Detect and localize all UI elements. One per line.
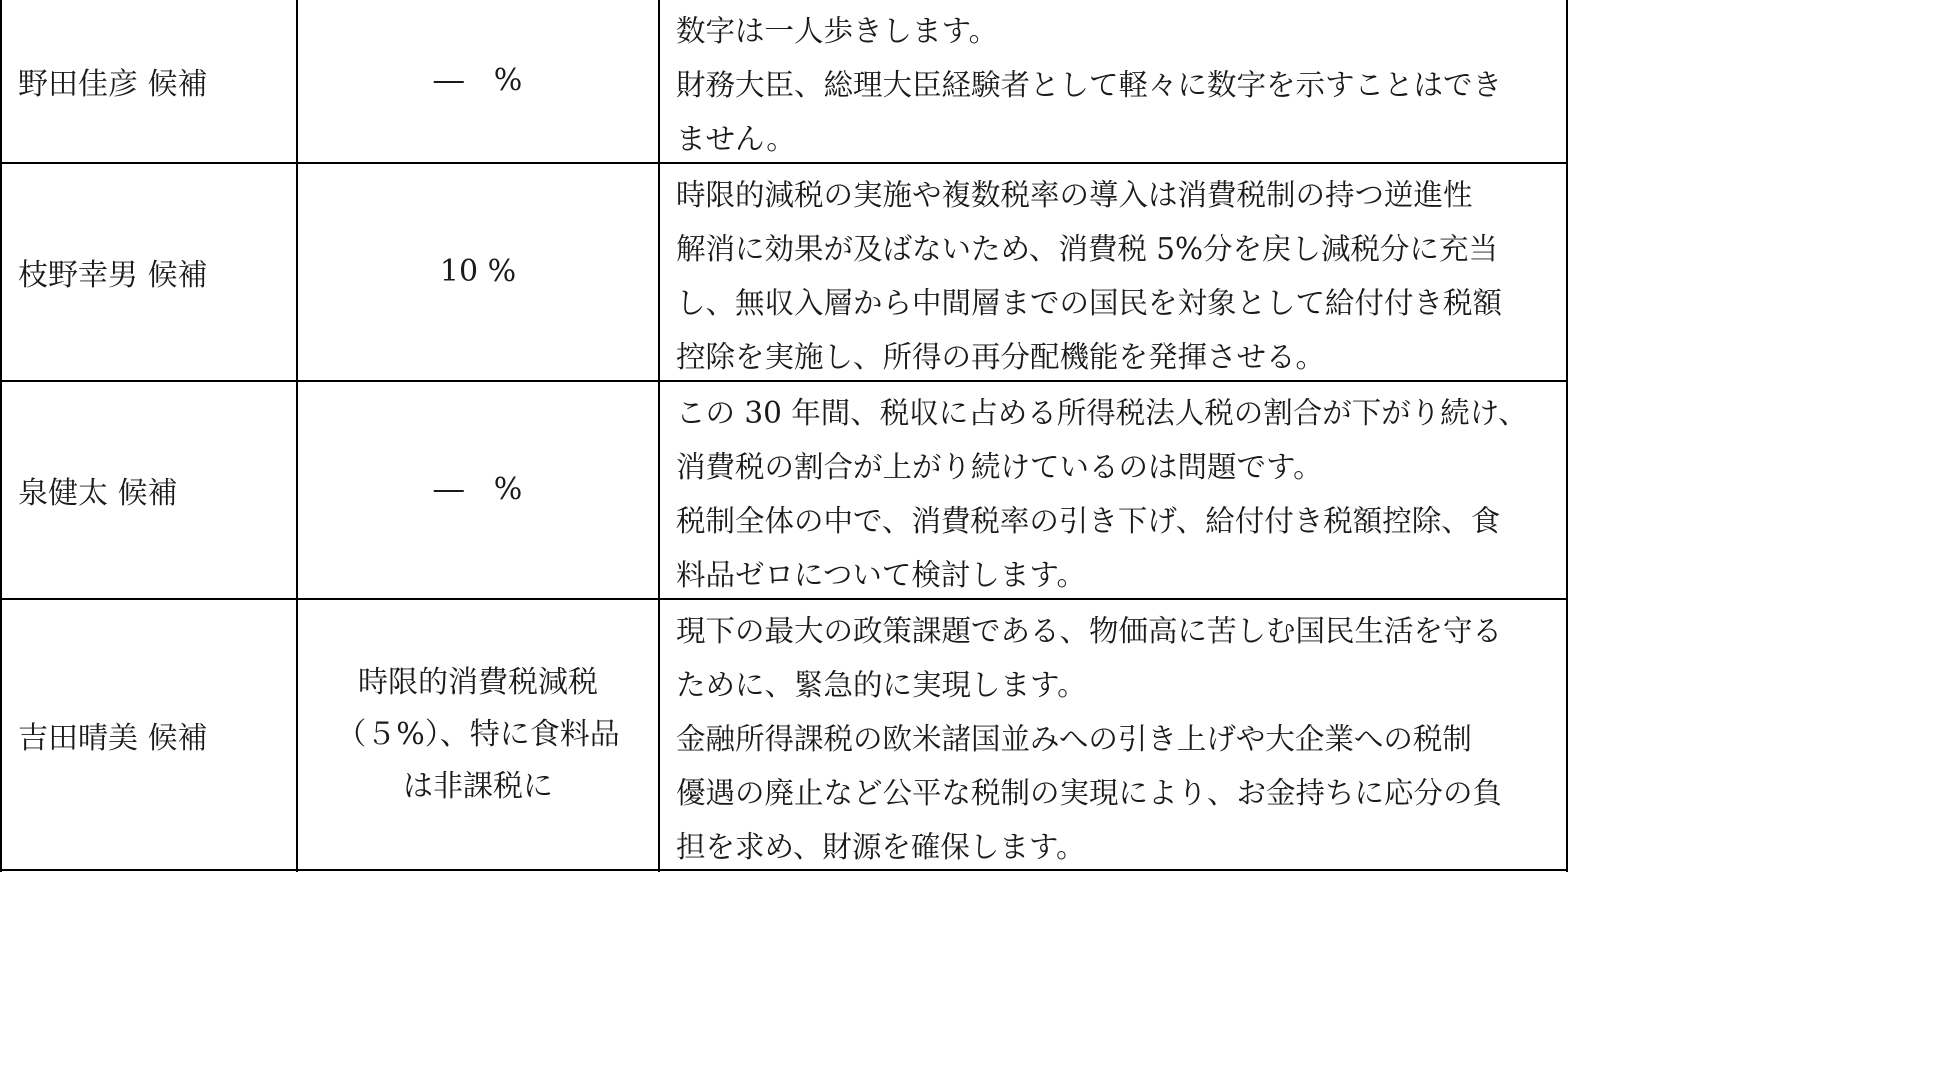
tax-rate-line: ― % xyxy=(433,63,523,98)
comment-line: 現下の最大の政策課題である、物価高に苦しむ国民生活を守る xyxy=(676,614,1503,648)
tax-rate xyxy=(298,0,658,162)
column-divider-2 xyxy=(658,0,660,872)
candidate-comment xyxy=(676,382,1556,602)
comment-line: ません。 xyxy=(676,122,796,156)
tax-rate xyxy=(298,600,658,869)
tax-rate-line: 10 % xyxy=(439,254,517,289)
comment-line: 財務大臣、総理大臣経験者として軽々に数字を示すことはでき xyxy=(676,68,1503,102)
comment-line: 消費税の割合が上がり続けているのは問題です。 xyxy=(676,450,1323,484)
comment-line: 解消に効果が及ばないため、消費税 5%分を戻し減税分に充当 xyxy=(676,232,1498,266)
table-border-left xyxy=(0,0,2,872)
tax-rate-line: 時限的消費税減税 xyxy=(357,664,598,700)
comment-line: し、無収入層から中間層までの国民を対象として給付付き税額 xyxy=(676,286,1503,320)
tax-rate-line: は非課税に xyxy=(402,768,553,804)
candidate-name: 泉健太 候補 xyxy=(18,476,178,511)
comment-line: 税制全体の中で、消費税率の引き下げ、給付付き税額控除、食 xyxy=(676,504,1501,538)
table-border-right xyxy=(1566,0,1568,872)
candidate-name: 吉田晴美 候補 xyxy=(18,720,208,756)
tax-rate-line: ― % xyxy=(433,472,523,507)
comment-line: 料品ゼロについて検討します。 xyxy=(676,558,1087,592)
comment-line: 時限的減税の実施や複数税率の導入は消費税制の持つ逆進性 xyxy=(676,178,1473,212)
candidate-name: 枝野幸男 候補 xyxy=(18,258,208,293)
candidate-comment xyxy=(676,0,1556,166)
tax-rate-line: （５%）、特に食料品 xyxy=(336,716,620,752)
comment-line: 優遇の廃止など公平な税制の実現により、お金持ちに応分の負 xyxy=(676,776,1503,810)
candidate-name: 野田佳彦 候補 xyxy=(18,67,208,102)
comment-line: 控除を実施し、所得の再分配機能を発揮させる。 xyxy=(676,340,1326,374)
comment-line: 担を求め、財源を確保します。 xyxy=(676,830,1086,864)
comment-line: 金融所得課税の欧米諸国並みへの引き上げや大企業への税制 xyxy=(676,722,1472,756)
tax-rate xyxy=(298,382,658,598)
comment-line: 数字は一人歩きします。 xyxy=(676,14,999,48)
candidate-comment xyxy=(676,600,1556,874)
comment-line: ために、緊急的に実現します。 xyxy=(676,668,1087,702)
tax-rate xyxy=(298,164,658,380)
comment-line: この 30 年間、税収に占める所得税法人税の割合が下がり続け、 xyxy=(676,396,1528,430)
candidate-comment xyxy=(676,164,1556,384)
